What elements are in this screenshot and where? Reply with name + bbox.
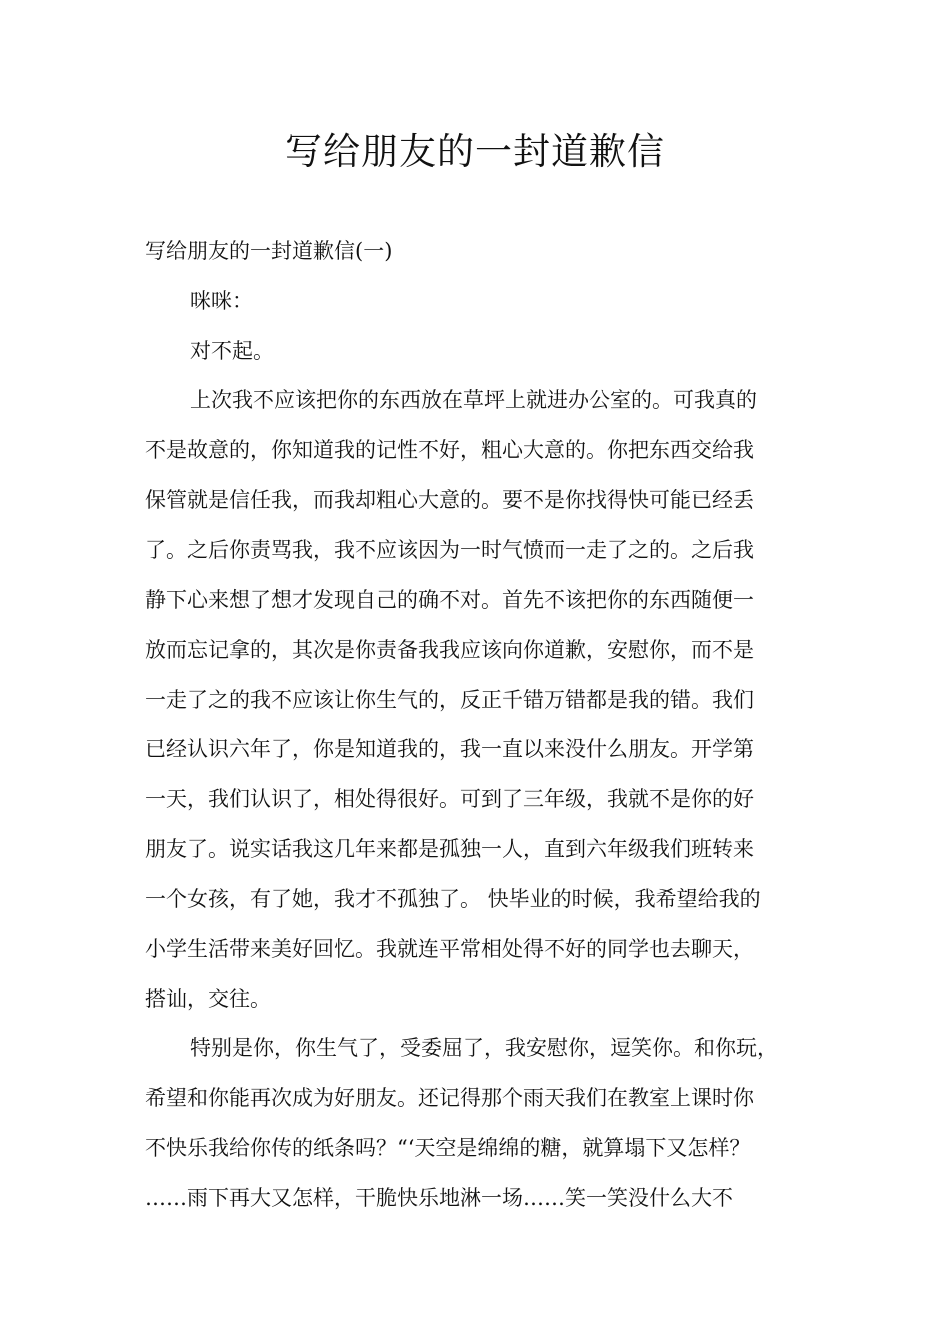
paragraph-1-line: 静下心来想了想才发现自己的确不对。首先不该把你的东西随便一 — [145, 588, 754, 612]
paragraph-2-line: ……雨下再大又怎样，干脆快乐地淋一场……笑一笑没什么大不 — [145, 1186, 733, 1210]
letter-opening: 对不起。 — [190, 339, 274, 363]
paragraph-1-line: 上次我不应该把你的东西放在草坪上就进办公室的。可我真的 — [190, 388, 757, 412]
letter-subtitle: 写给朋友的一封道歉信(一) — [145, 239, 393, 263]
document-title: 写给朋友的一封道歉信 — [285, 130, 665, 173]
paragraph-1-line: 搭讪，交往。 — [145, 987, 271, 1011]
paragraph-1-line: 一走了之的我不应该让你生气的，反正千错万错都是我的错。我们 — [145, 688, 754, 712]
paragraph-1-line: 了。之后你责骂我，我不应该因为一时气愤而一走了之的。之后我 — [145, 538, 754, 562]
paragraph-2-line: 希望和你能再次成为好朋友。还记得那个雨天我们在教室上课时你 — [145, 1086, 754, 1110]
paragraph-1-line: 不是故意的，你知道我的记性不好，粗心大意的。你把东西交给我 — [145, 438, 754, 462]
letter-salutation: 咪咪： — [190, 289, 253, 313]
paragraph-1-line: 一个女孩，有了她，我才不孤独了。 快毕业的时候，我希望给我的 — [145, 887, 761, 911]
paragraph-1-line: 已经认识六年了，你是知道我的，我一直以来没什么朋友。开学第 — [145, 737, 754, 761]
paragraph-2-line: 特别是你，你生气了，受委屈了，我安慰你，逗笑你。和你玩， — [190, 1036, 778, 1060]
paragraph-1-line: 朋友了。说实话我这几年来都是孤独一人，直到六年级我们班转来 — [145, 837, 754, 861]
paragraph-2-line: 不快乐我给你传的纸条吗？“‘天空是绵绵的糖，就算塌下又怎样？ — [145, 1136, 751, 1160]
paragraph-1-line: 保管就是信任我，而我却粗心大意的。要不是你找得快可能已经丢 — [145, 488, 754, 512]
paragraph-1-line: 一天，我们认识了，相处得很好。可到了三年级，我就不是你的好 — [145, 787, 754, 811]
paragraph-1-line: 放而忘记拿的，其次是你责备我我应该向你道歉，安慰你，而不是 — [145, 638, 754, 662]
paragraph-1-line: 小学生活带来美好回忆。我就连平常相处得不好的同学也去聊天， — [145, 937, 754, 961]
